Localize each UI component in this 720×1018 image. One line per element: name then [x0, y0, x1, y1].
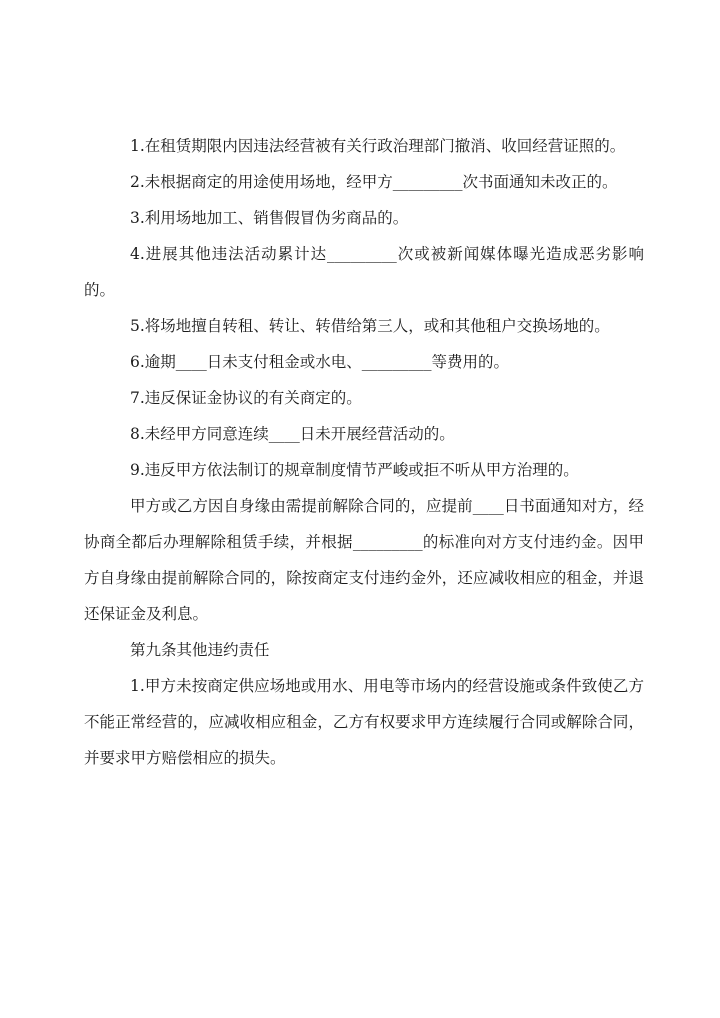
clause-5: 5.将场地擅自转租、转让、转借给第三人，或和其他租户交换场地的。: [130, 317, 610, 335]
early-termination-paragraph: 甲方或乙方因自身缘由需提前解除合同的，应提前____日书面通知对方，经协商全都后办理解除租赁手续，并根据_________的标准向对方支付违约金。因甲方自身缘由提前解除合同的，除按商定支付违约金外，还应减收相应的租金，并退还保证金及利息。: [84, 497, 644, 623]
clause-3: 3.利用场地加工、销售假冒伪劣商品的。: [130, 209, 409, 227]
clause-7: 7.违反保证金协议的有关商定的。: [130, 389, 362, 407]
clause-9: 9.违反甲方依法制订的规章制度情节严峻或拒不听从甲方治理的。: [130, 461, 579, 479]
clause-1: 1.在租赁期限内因违法经营被有关行政治理部门撤消、收回经营证照的。: [130, 137, 626, 155]
clause-4: 4.进展其他违法活动累计达_________次或被新闻媒体曝光造成恶劣影响的。: [84, 245, 644, 299]
clause-8: 8.未经甲方同意连续____日未开展经营活动的。: [130, 425, 455, 443]
clause-2: 2.未根据商定的用途使用场地，经甲方_________次书面通知未改正的。: [130, 173, 618, 191]
document-body: [84, 128, 644, 776]
other-liability-clause-1: 1.甲方未按商定供应场地或用水、用电等市场内的经营设施或条件致使乙方不能正常经营的，应减收相应租金，乙方有权要求甲方连续履行合同或解除合同，并要求甲方赔偿相应的损失。: [84, 677, 644, 767]
section-heading: 第九条其他违约责任: [130, 641, 270, 659]
clause-6: 6.逾期____日未支付租金或水电、_________等费用的。: [130, 353, 510, 371]
